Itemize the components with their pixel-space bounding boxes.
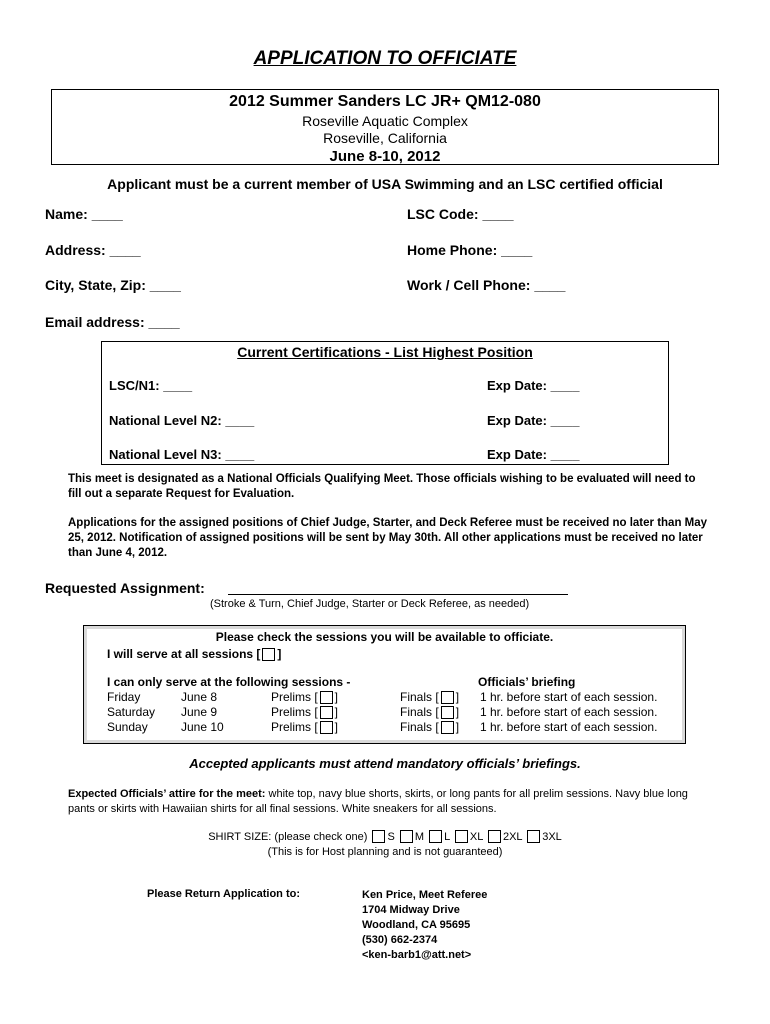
briefing-time: 1 hr. before start of each session. — [480, 705, 658, 719]
work-cell-phone-blank[interactable]: ____ — [534, 277, 566, 293]
cert-n3-exp-blank[interactable]: ____ — [550, 447, 580, 462]
requested-assignment-input[interactable] — [228, 594, 568, 595]
email-blank[interactable]: ____ — [148, 314, 180, 330]
event-venue: Roseville Aquatic Complex — [302, 113, 468, 129]
city-state-zip-field[interactable] — [45, 277, 181, 293]
lsc-code-field[interactable] — [407, 206, 514, 222]
shirt-size-row — [0, 830, 770, 843]
cert-n1-exp-field[interactable] — [487, 378, 580, 393]
attire-note — [68, 787, 708, 817]
all-sessions-checkbox[interactable] — [262, 648, 275, 661]
cert-n2-exp-field[interactable] — [487, 413, 580, 428]
name-label: Name: — [45, 206, 88, 222]
shirt-size-s: S — [387, 831, 395, 843]
shirt-size-l: L — [444, 831, 450, 843]
cert-n3-exp-label: Exp Date: — [487, 447, 547, 462]
shirt-size-m-checkbox[interactable] — [400, 830, 413, 843]
work-cell-phone-field[interactable] — [407, 277, 565, 293]
cert-n3-label: National Level N3: — [109, 447, 222, 462]
email-field[interactable] — [45, 314, 180, 330]
session-day: Saturday — [107, 705, 156, 719]
finals-option[interactable]: Finals [ ] — [400, 690, 460, 704]
return-line: Woodland, CA 95695 — [362, 919, 471, 931]
event-info-box — [51, 89, 719, 165]
event-dates: June 8-10, 2012 — [329, 148, 441, 165]
cert-n1-blank[interactable]: ____ — [163, 378, 193, 393]
prelims-option[interactable]: Prelims [ ] — [271, 705, 339, 719]
lsc-code-blank[interactable]: ____ — [482, 206, 514, 222]
certifications-title: Current Certifications - List Highest Position — [237, 344, 533, 360]
certifications-box — [101, 341, 669, 465]
cert-n1-exp-blank[interactable]: ____ — [550, 378, 580, 393]
city-state-zip-blank[interactable]: ____ — [149, 277, 181, 293]
finals-checkbox[interactable] — [441, 706, 454, 719]
home-phone-blank[interactable]: ____ — [501, 242, 533, 258]
cert-n3-exp-field[interactable] — [487, 447, 580, 462]
prelims-option[interactable]: Prelims [ ] — [271, 690, 339, 704]
prelims-checkbox[interactable] — [320, 706, 333, 719]
shirt-size-2xl-checkbox[interactable] — [488, 830, 501, 843]
address-field[interactable] — [45, 242, 141, 258]
finals-label: Finals [ — [400, 705, 439, 719]
work-cell-phone-label: Work / Cell Phone: — [407, 277, 531, 293]
cert-n1-field[interactable] — [109, 378, 192, 393]
finals-checkbox[interactable] — [441, 721, 454, 734]
membership-requirement: Applicant must be a current member of USA Swimming and an LSC certified official — [107, 176, 663, 192]
return-line: Ken Price, Meet Referee — [362, 889, 488, 901]
cert-n1-label: LSC/N1: — [109, 378, 160, 393]
cert-n2-exp-blank[interactable]: ____ — [550, 413, 580, 428]
attire-label: Expected Officials’ attire for the meet: — [68, 788, 266, 800]
requested-assignment-hint: (Stroke & Turn, Chief Judge, Starter or Deck Referee, as needed) — [210, 598, 530, 610]
finals-option[interactable]: Finals [ ] — [400, 705, 460, 719]
cert-n3-field[interactable] — [109, 447, 254, 462]
cert-n1-exp-label: Exp Date: — [487, 378, 547, 393]
all-sessions-row — [107, 647, 281, 661]
shirt-size-s-checkbox[interactable] — [372, 830, 385, 843]
return-email[interactable]: <ken-barb1@att.net> — [362, 949, 472, 961]
cert-n2-exp-label: Exp Date: — [487, 413, 547, 428]
shirt-size-3xl: 3XL — [542, 831, 562, 843]
return-label: Please Return Application to: — [147, 888, 301, 900]
all-sessions-close: ] — [277, 647, 282, 661]
cert-n2-label: National Level N2: — [109, 413, 222, 428]
prelims-label: Prelims [ — [271, 720, 318, 734]
cert-n2-blank[interactable]: ____ — [225, 413, 255, 428]
return-line: 1704 Midway Drive — [362, 904, 460, 916]
prelims-label: Prelims [ — [271, 705, 318, 719]
following-sessions-label: I can only serve at the following sessions - — [107, 675, 351, 689]
email-label: Email address: — [45, 314, 145, 330]
prelims-option[interactable]: Prelims [ ] — [271, 720, 339, 734]
briefing-requirement: Accepted applicants must attend mandatory officials’ briefings. — [189, 756, 581, 771]
nqm-note: This meet is designated as a National Officials Qualifying Meet. Those officials wishing to be evaluated will need to fill out a separate Request for Evaluation. — [68, 473, 696, 500]
briefing-time: 1 hr. before start of each session. — [480, 690, 658, 704]
prelims-checkbox[interactable] — [320, 691, 333, 704]
home-phone-field[interactable] — [407, 242, 532, 258]
event-city: Roseville, California — [323, 130, 447, 146]
session-date: June 9 — [181, 705, 218, 719]
shirt-size-2xl: 2XL — [502, 831, 523, 843]
attire-text: white top, navy blue shorts, skirts, or long pants for all prelim sessions. Navy blue long pants or skirts with Hawaiian shirts for all final sessions. White sneakers for all sessions. — [68, 788, 688, 815]
requested-assignment-label: Requested Assignment: — [45, 580, 205, 596]
shirt-size-xl: XL — [469, 831, 483, 843]
sessions-box — [83, 625, 686, 744]
shirt-size-xl-checkbox[interactable] — [455, 830, 468, 843]
shirt-size-label: SHIRT SIZE: (please check one) — [208, 831, 368, 843]
finals-option[interactable]: Finals [ ] — [400, 720, 460, 734]
address-label: Address: — [45, 242, 106, 258]
all-sessions-label: I will serve at all sessions [ — [107, 647, 261, 661]
briefing-time: 1 hr. before start of each session. — [480, 720, 658, 734]
return-line: (530) 662-2374 — [362, 934, 438, 946]
prelims-label: Prelims [ — [271, 690, 318, 704]
finals-label: Finals [ — [400, 720, 439, 734]
address-blank[interactable]: ____ — [109, 242, 141, 258]
session-date: June 8 — [181, 690, 218, 704]
session-date: June 10 — [181, 720, 224, 734]
shirt-size-m: M — [414, 831, 425, 843]
finals-checkbox[interactable] — [441, 691, 454, 704]
session-day: Sunday — [107, 720, 148, 734]
finals-label: Finals [ — [400, 690, 439, 704]
city-state-zip-label: City, State, Zip: — [45, 277, 146, 293]
home-phone-label: Home Phone: — [407, 242, 498, 258]
cert-n3-blank[interactable]: ____ — [225, 447, 255, 462]
shirt-size-note: (This is for Host planning and is not guaranteed) — [267, 846, 503, 858]
page-title: APPLICATION TO OFFICIATE — [253, 48, 517, 69]
deadline-note: Applications for the assigned positions of Chief Judge, Starter, and Deck Referee must be received no later than May 25, 2012. Notification of assigned positions will be sent by May 30th. All other applications must be received no later than June 4, 2012. — [68, 517, 708, 559]
shirt-size-l-checkbox[interactable] — [429, 830, 442, 843]
lsc-code-label: LSC Code: — [407, 206, 479, 222]
event-name: 2012 Summer Sanders LC JR+ QM12-080 — [229, 93, 541, 110]
officials-briefing-label: Officials’ briefing — [478, 675, 576, 689]
name-blank[interactable]: ____ — [91, 206, 123, 222]
return-address — [362, 888, 487, 963]
prelims-checkbox[interactable] — [320, 721, 333, 734]
cert-n2-field[interactable] — [109, 413, 254, 428]
name-field[interactable] — [45, 206, 123, 222]
sessions-header: Please check the sessions you will be available to officiate. — [215, 630, 554, 644]
shirt-size-3xl-checkbox[interactable] — [527, 830, 540, 843]
session-day: Friday — [107, 690, 141, 704]
